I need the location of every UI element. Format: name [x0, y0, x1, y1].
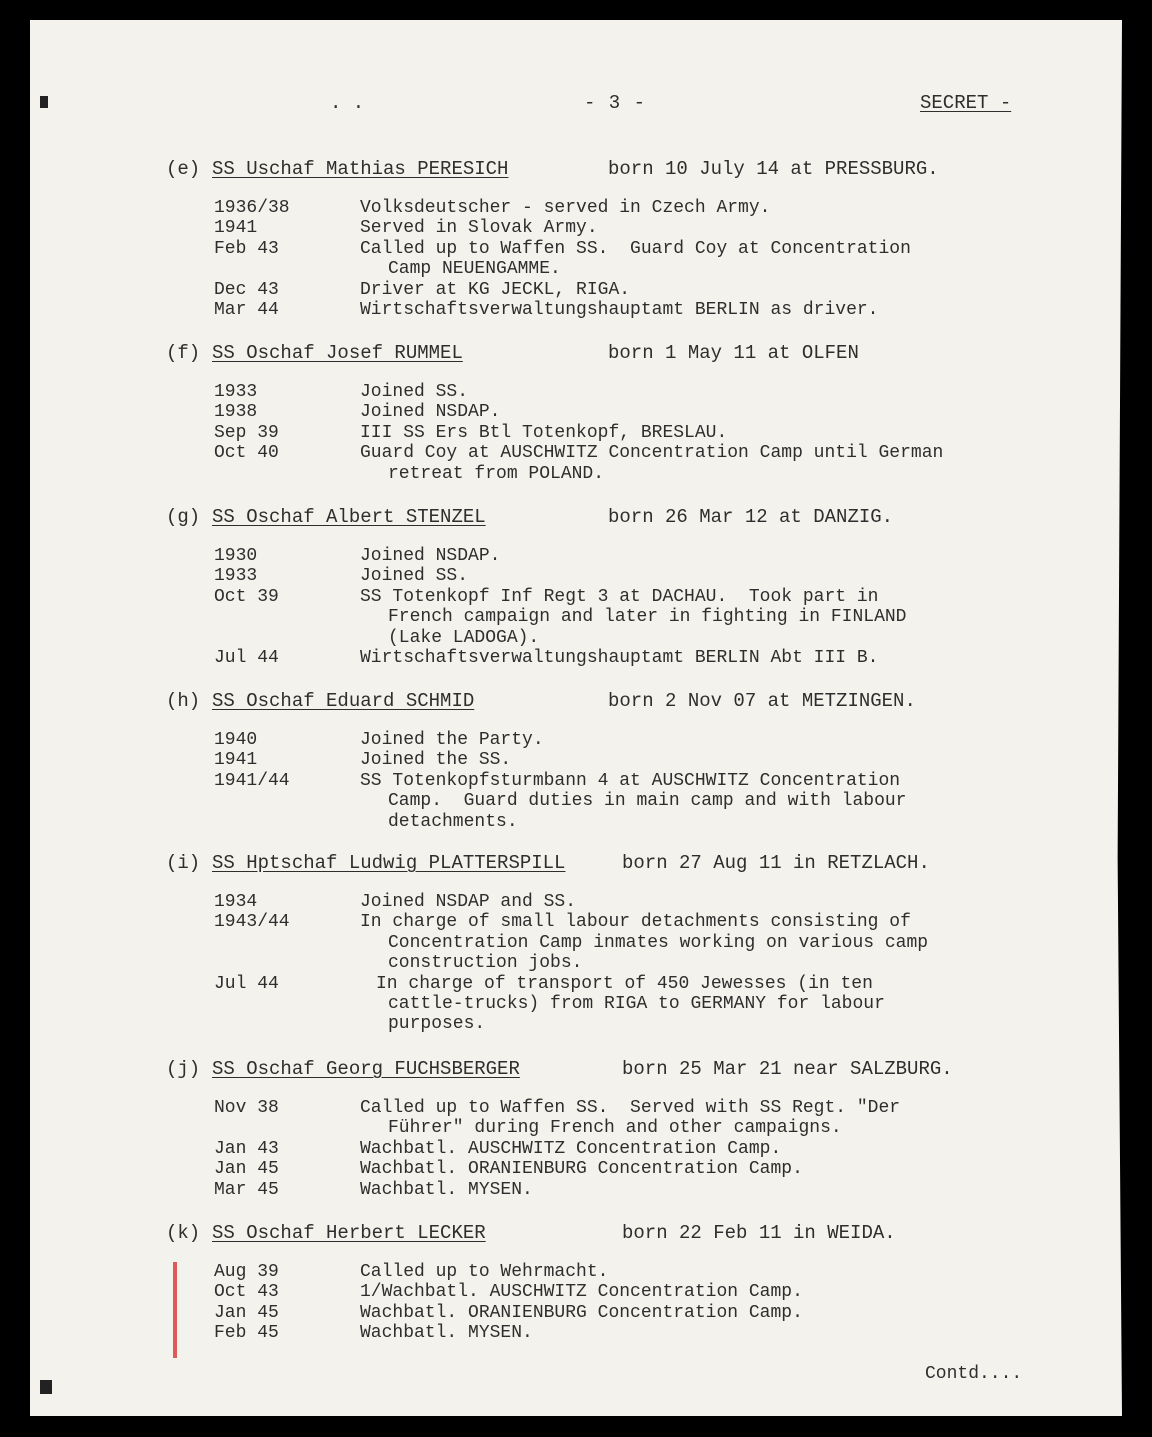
page-number: - 3 - [584, 92, 647, 114]
row-text: French campaign and later in fighting in FINLAND [388, 607, 907, 628]
punch-mark [40, 1380, 52, 1394]
row-date: 1943/44 [214, 912, 290, 933]
row-date: 1941/44 [214, 770, 290, 791]
row-date: 1933 [214, 382, 258, 402]
entry-name: SS Oschaf Eduard SCHMID [212, 690, 475, 712]
row-date: Mar 44 [214, 300, 279, 320]
row-text: 1/Wachbatl. AUSCHWITZ Concentration Camp. [360, 1282, 803, 1303]
row-text: Driver at KG JECKL, RIGA. [360, 279, 631, 300]
row-text: Called up to Wehrmacht. [360, 1262, 609, 1282]
row-date: Nov 38 [214, 1098, 279, 1118]
entry-name: SS Hptschaf Ludwig PLATTERSPILL [212, 852, 566, 874]
entry-birth: born 1 May 11 at OLFEN [608, 342, 859, 364]
row-text: cattle-trucks) from RIGA to GERMANY for labour [388, 994, 885, 1014]
entry-letter: (e) [166, 158, 201, 180]
row-text: retreat from POLAND. [388, 463, 605, 484]
row-date: 1941 [214, 750, 258, 771]
entry-letter: (j) [166, 1058, 201, 1080]
entry-letter: (h) [166, 690, 201, 712]
row-text: Joined NSDAP. [360, 546, 501, 566]
row-text: Joined the Party. [360, 730, 544, 750]
row-date: Feb 43 [214, 238, 279, 259]
red-margin-mark [173, 1262, 177, 1358]
entry-letter: (f) [166, 342, 201, 364]
row-text: Called up to Waffen SS. Served with SS Regt. "Der [360, 1098, 901, 1118]
row-date: Sep 39 [214, 422, 279, 443]
row-date: 1936/38 [214, 198, 290, 218]
row-text: construction jobs. [388, 953, 583, 974]
row-date: Jan 45 [214, 1302, 279, 1323]
row-date: Dec 43 [214, 279, 279, 300]
entry-name: SS Uschaf Mathias PERESICH [212, 158, 509, 180]
row-date: 1941 [214, 218, 258, 239]
row-text: Camp NEUENGAMME. [388, 259, 561, 280]
row-text: Wachbatl. ORANIENBURG Concentration Camp. [360, 1302, 803, 1323]
row-date: Mar 45 [214, 1179, 279, 1200]
row-text: Guard Coy at AUSCHWITZ Concentration Camp until German [360, 443, 944, 464]
row-text: Joined SS. [360, 566, 469, 587]
row-text: Joined SS. [360, 382, 469, 402]
row-text: (Lake LADOGA). [388, 627, 540, 648]
row-text: SS Totenkopf Inf Regt 3 at DACHAU. Took part in [360, 586, 879, 607]
row-date: Oct 43 [214, 1282, 279, 1303]
page-dots: . . [330, 92, 365, 114]
row-text: Wachbatl. MYSEN. [360, 1323, 533, 1344]
entry-birth: born 10 July 14 at PRESSBURG. [608, 158, 939, 180]
row-text: Volksdeutscher - served in Czech Army. [360, 198, 771, 218]
row-date: 1938 [214, 402, 258, 423]
punch-mark [40, 96, 48, 108]
row-date: Jan 43 [214, 1138, 279, 1159]
entry-name: SS Oschaf Albert STENZEL [212, 506, 486, 528]
entry-birth: born 25 Mar 21 near SALZBURG. [622, 1058, 953, 1080]
row-date: Aug 39 [214, 1262, 279, 1282]
row-text: Wachbatl. AUSCHWITZ Concentration Camp. [360, 1138, 782, 1159]
row-date: Jul 44 [214, 648, 279, 668]
row-text: In charge of transport of 450 Jewesses (in ten [376, 973, 873, 994]
row-text: Called up to Waffen SS. Guard Coy at Concentration [360, 238, 911, 259]
row-date: Oct 39 [214, 586, 279, 607]
entry-letter: (i) [166, 852, 201, 874]
entry-birth: born 2 Nov 07 at METZINGEN. [608, 690, 916, 712]
entry-name: SS Oschaf Herbert LECKER [212, 1222, 486, 1244]
entry-name: SS Oschaf Josef RUMMEL [212, 342, 463, 364]
row-text: In charge of small labour detachments consisting of [360, 912, 911, 933]
row-date: Oct 40 [214, 443, 279, 464]
row-date: Jul 44 [214, 973, 279, 994]
row-text: Wachbatl. ORANIENBURG Concentration Camp. [360, 1159, 803, 1180]
entry-birth: born 26 Mar 12 at DANZIG. [608, 506, 894, 528]
entry-letter: (g) [166, 506, 201, 528]
entry-name: SS Oschaf Georg FUCHSBERGER [212, 1058, 520, 1080]
row-text: Führer" during French and other campaigns. [388, 1118, 842, 1139]
entry-birth: born 27 Aug 11 in RETZLACH. [622, 852, 930, 874]
row-text: Joined NSDAP. [360, 402, 501, 423]
row-text: Served in Slovak Army. [360, 218, 598, 239]
row-text: III SS Ers Btl Totenkopf, BRESLAU. [360, 422, 728, 443]
entry-letter: (k) [166, 1222, 201, 1244]
row-text: Camp. Guard duties in main camp and with labour [388, 791, 907, 812]
classification-label: SECRET - [920, 92, 1012, 114]
row-text: Joined the SS. [360, 750, 512, 771]
row-text: Joined NSDAP and SS. [360, 892, 577, 912]
row-text: SS Totenkopfsturmbann 4 at AUSCHWITZ Concentration [360, 770, 901, 791]
row-text: Wirtschaftsverwaltungshauptamt BERLIN Abt III B. [360, 648, 879, 668]
row-date: Feb 45 [214, 1323, 279, 1344]
row-text: detachments. [388, 811, 518, 832]
entry-birth: born 22 Feb 11 in WEIDA. [622, 1222, 896, 1244]
row-text: Wachbatl. MYSEN. [360, 1179, 533, 1200]
row-text: Wirtschaftsverwaltungshauptamt BERLIN as driver. [360, 300, 879, 320]
row-date: 1933 [214, 566, 258, 587]
row-date: Jan 45 [214, 1159, 279, 1180]
continued-label: Contd.... [925, 1364, 1023, 1384]
row-text: Concentration Camp inmates working on various camp [388, 932, 929, 953]
row-date: 1934 [214, 892, 258, 912]
row-text: purposes. [388, 1014, 486, 1035]
row-date: 1930 [214, 546, 258, 566]
row-date: 1940 [214, 730, 258, 750]
